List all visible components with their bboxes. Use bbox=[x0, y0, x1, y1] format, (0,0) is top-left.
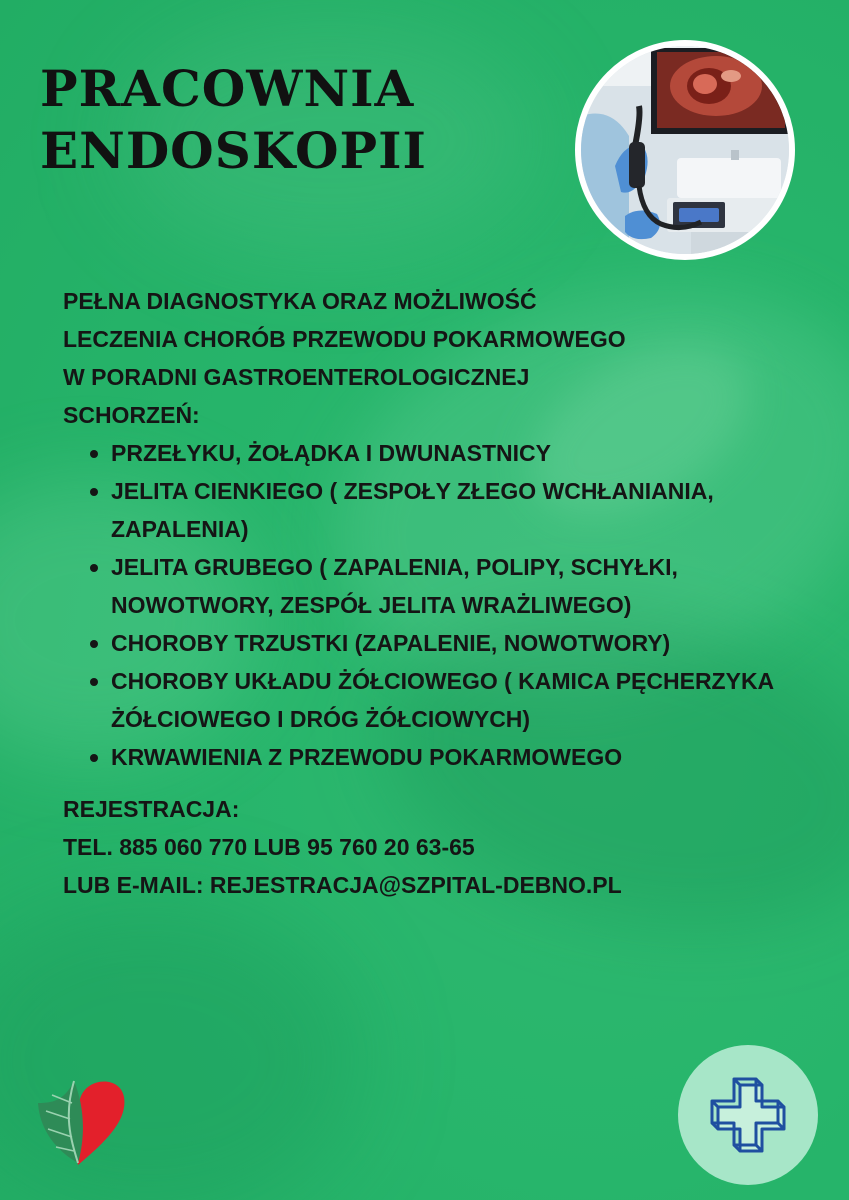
title-line-2: ENDOSKOPII bbox=[40, 121, 427, 180]
poster-title bbox=[40, 58, 427, 182]
list-item: CHOROBY UKŁADU ŻÓŁCIOWEGO ( KAMICA PĘCHERZYKA ŻÓŁCIOWEGO I DRÓG ŻÓŁCIOWYCH) bbox=[111, 662, 783, 738]
intro-line: W PORADNI GASTROENTEROLOGICZNEJ bbox=[63, 364, 530, 390]
phone-numbers: TEL. 885 060 770 LUB 95 760 20 63-65 bbox=[63, 834, 475, 860]
conditions-list bbox=[63, 434, 783, 776]
heart-leaf-icon bbox=[34, 1073, 130, 1167]
intro-line: PEŁNA DIAGNOSTYKA ORAZ MOŻLIWOŚĆ bbox=[63, 288, 537, 314]
endoscopy-photo bbox=[575, 40, 795, 260]
title-line-1: PRACOWNIA bbox=[40, 59, 415, 118]
list-item: KRWAWIENIA Z PRZEWODU POKARMOWEGO bbox=[111, 738, 783, 776]
list-item: JELITA CIENKIEGO ( ZESPOŁY ZŁEGO WCHŁANIANIA, ZAPALENIA) bbox=[111, 472, 783, 548]
heart-leaf-logo bbox=[34, 1073, 130, 1167]
medical-cross-icon bbox=[698, 1065, 798, 1165]
medical-cross-badge bbox=[678, 1045, 818, 1185]
email-contact: LUB E-MAIL: REJESTRACJA@SZPITAL-DEBNO.PL bbox=[63, 872, 622, 898]
contact-info bbox=[63, 790, 783, 904]
endoscopy-illustration bbox=[581, 46, 789, 254]
list-item: PRZEŁYKU, ŻOŁĄDKA I DWUNASTNICY bbox=[111, 434, 783, 472]
intro-text bbox=[63, 282, 783, 434]
list-item: CHOROBY TRZUSTKI (ZAPALENIE, NOWOTWORY) bbox=[111, 624, 783, 662]
intro-line: SCHORZEŃ: bbox=[63, 402, 200, 428]
intro-line: LECZENIA CHORÓB PRZEWODU POKARMOWEGO bbox=[63, 326, 626, 352]
main-content bbox=[63, 282, 783, 904]
list-item: JELITA GRUBEGO ( ZAPALENIA, POLIPY, SCHYŁKI, NOWOTWORY, ZESPÓŁ JELITA WRAŻLIWEGO) bbox=[111, 548, 783, 624]
registration-label: REJESTRACJA: bbox=[63, 796, 240, 822]
